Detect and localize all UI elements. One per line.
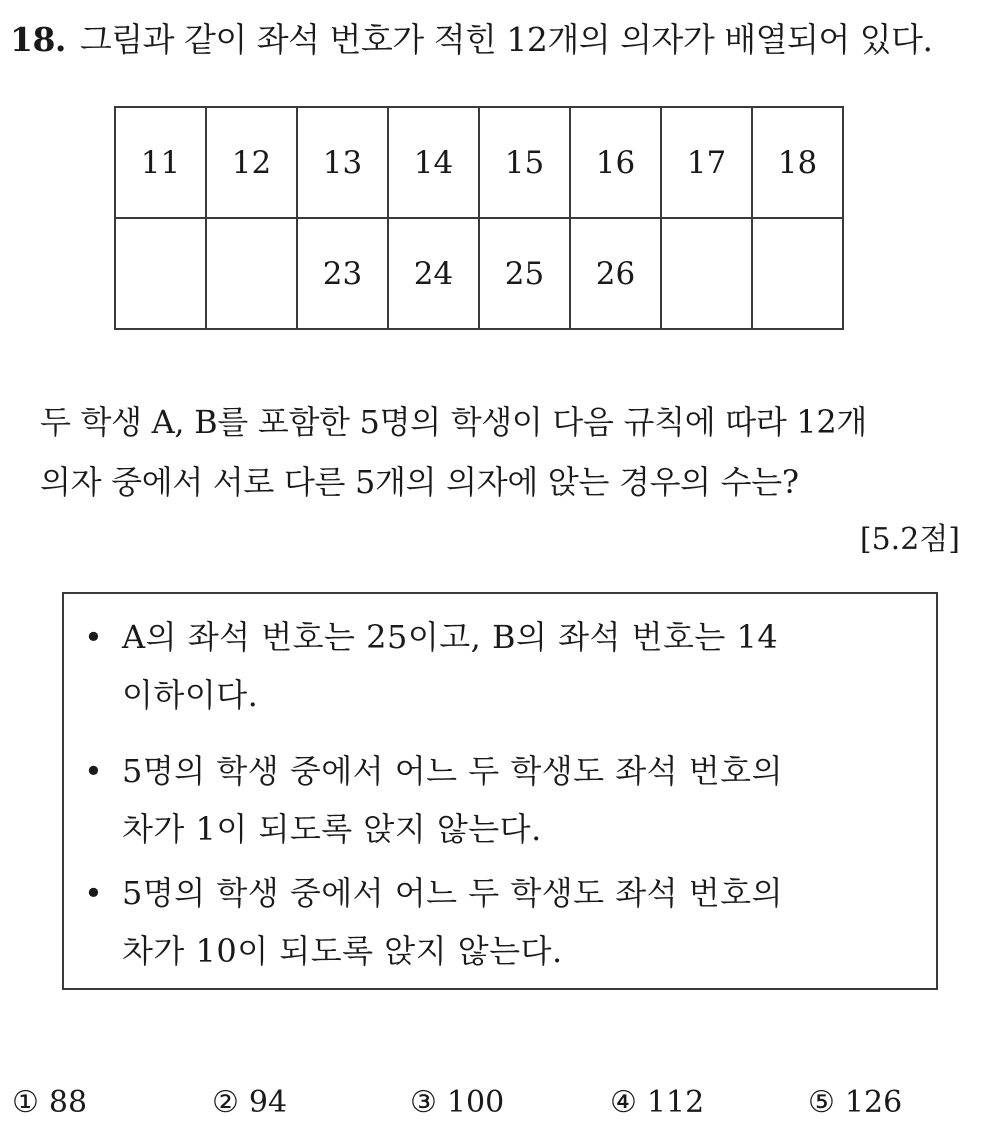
question-header [10,18,933,62]
seat-cell: 25 [479,218,570,329]
choice-value: 112 [646,1085,705,1120]
rule-line: 이하이다. [122,676,259,714]
seat-cell: 18 [752,107,843,218]
rule-item [84,742,914,858]
choice-value: 100 [446,1085,505,1120]
seat-cell: 17 [661,107,752,218]
bullet-icon: • [84,752,104,790]
answer-choice-3[interactable] [410,1080,504,1126]
question-number: 18. [10,20,66,59]
seat-cell [752,218,843,329]
seat-cell: 23 [297,218,388,329]
seat-cell: 15 [479,107,570,218]
bullet-icon: • [84,874,104,912]
choice-value: 94 [248,1085,288,1120]
seat-grid [114,106,844,330]
seat-row-2 [115,218,843,329]
seat-row-1 [115,107,843,218]
answer-choice-2[interactable] [212,1080,287,1126]
choice-marker: ⑤ [808,1085,835,1120]
bullet-icon: • [84,618,104,656]
choice-value: 126 [844,1085,903,1120]
answer-choice-1[interactable] [12,1080,87,1126]
seat-cell: 16 [570,107,661,218]
problem-line-2: 의자 중에서 서로 다른 5개의 의자에 앉는 경우의 수는? [40,463,799,501]
problem-statement [40,392,970,512]
seat-cell: 26 [570,218,661,329]
rule-line: 5명의 학생 중에서 어느 두 학생도 좌석 번호의 [122,874,783,912]
seat-cell: 11 [115,107,206,218]
seat-cell [206,218,297,329]
choice-marker: ① [12,1085,39,1120]
problem-line-1: 두 학생 A, B를 포함한 5명의 학생이 다음 규칙에 따라 12개 [40,403,868,441]
rule-item [84,864,914,980]
choice-value: 88 [48,1085,88,1120]
rule-item [84,608,914,724]
question-title: 그림과 같이 좌석 번호가 적힌 12개의 의자가 배열되어 있다. [79,20,933,59]
choice-marker: ② [212,1085,239,1120]
answer-choice-5[interactable] [808,1080,902,1126]
rule-line: A의 좌석 번호는 25이고, B의 좌석 번호는 14 [122,618,779,656]
answer-choice-4[interactable] [610,1080,704,1126]
rule-line: 차가 1이 되도록 앉지 않는다. [122,810,542,848]
seat-cell: 12 [206,107,297,218]
seat-cell [115,218,206,329]
seat-cell: 13 [297,107,388,218]
rules-box [62,592,938,990]
rule-line: 차가 10이 되도록 앉지 않는다. [122,932,563,970]
answer-choices [12,1080,972,1130]
choice-marker: ③ [410,1085,437,1120]
seat-cell [661,218,752,329]
choice-marker: ④ [610,1085,637,1120]
rule-line: 5명의 학생 중에서 어느 두 학생도 좌석 번호의 [122,752,783,790]
points-label: [5.2점] [859,522,960,557]
seat-cell: 24 [388,218,479,329]
seat-cell: 14 [388,107,479,218]
